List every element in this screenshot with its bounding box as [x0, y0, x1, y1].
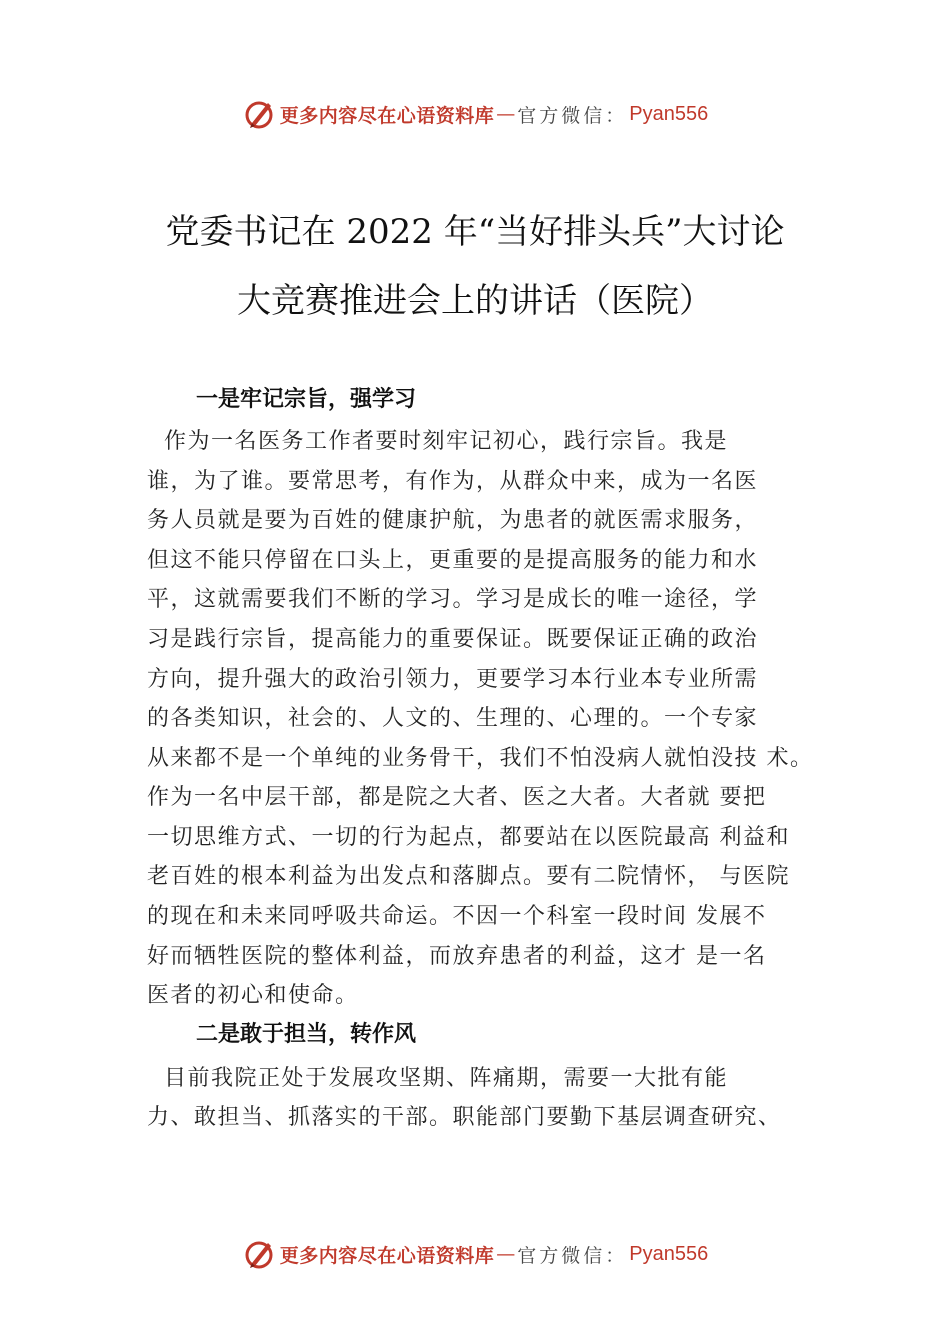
banner-wechat-id: Pyan556 [629, 102, 709, 125]
banner-site-name: 更多内容尽在心语资料库 [279, 104, 495, 127]
document-title-line2: 大竞赛推进会上的讲话（医院） [237, 281, 713, 321]
banner-official-label: 官方微信： [517, 1244, 628, 1267]
body-line: 老百姓的根本利益为出发点和落脚点。要有二院情怀， 与医院 [147, 864, 790, 889]
body-line: 平，这就需要我们不断的学习。学习是成长的唯一途径，学 [147, 587, 759, 612]
pen-logo-icon [242, 97, 276, 131]
body-line: 医者的初心和使命。 [147, 983, 359, 1008]
section1-heading: 一是牢记宗旨，强学习 [196, 387, 417, 412]
header-banner [0, 94, 950, 134]
pen-logo-icon [242, 1237, 276, 1271]
body-line: 但这不能只停留在口头上，更重要的是提高服务的能力和水 [147, 548, 759, 573]
body-line: 的各类知识，社会的、人文的、生理的、心理的。一个专家 [147, 706, 759, 731]
banner-official-label: 官方微信： [517, 104, 628, 127]
body-line: 目前我院正处于发展攻坚期、阵痛期，需要一大批有能 [147, 1066, 728, 1091]
document-title-line1: 党委书记在 2022 年“当好排头兵”大讨论 [165, 212, 785, 252]
body-line: 习是践行宗旨，提高能力的重要保证。既要保证正确的政治 [147, 627, 759, 652]
body-line: 从来都不是一个单纯的业务骨干，我们不怕没病人就怕没技 术。 [147, 746, 814, 771]
body-line: 作为一名中层干部，都是院之大者、医之大者。大者就 要把 [147, 785, 767, 810]
section2-heading: 二是敢于担当，转作风 [196, 1022, 417, 1047]
body-line: 一切思维方式、一切的行为起点，都要站在以医院最高 利益和 [147, 825, 790, 850]
body-line: 务人员就是要为百姓的健康护航，为患者的就医需求服务， [147, 508, 759, 533]
banner-site-name: 更多内容尽在心语资料库 [279, 1244, 495, 1267]
banner-dash: — [496, 103, 516, 125]
body-line: 好而牺牲医院的整体利益，而放弃患者的利益，这才 是一名 [147, 944, 767, 969]
body-line: 谁，为了谁。要常思考，有作为，从群众中来，成为一名医 [147, 469, 759, 494]
body-line: 力、敢担当、抓落实的干部。职能部门要勤下基层调查研究、 [147, 1105, 782, 1130]
body-line: 方向，提升强大的政治引领力，更要学习本行业本专业所需 [147, 667, 759, 692]
footer-banner [0, 1234, 950, 1274]
body-line: 作为一名医务工作者要时刻牢记初心，践行宗旨。我是 [147, 429, 728, 454]
body-line: 的现在和未来同呼吸共命运。不因一个科室一段时间 发展不 [147, 904, 767, 929]
banner-dash: — [496, 1243, 516, 1265]
banner-wechat-id: Pyan556 [629, 1242, 709, 1265]
